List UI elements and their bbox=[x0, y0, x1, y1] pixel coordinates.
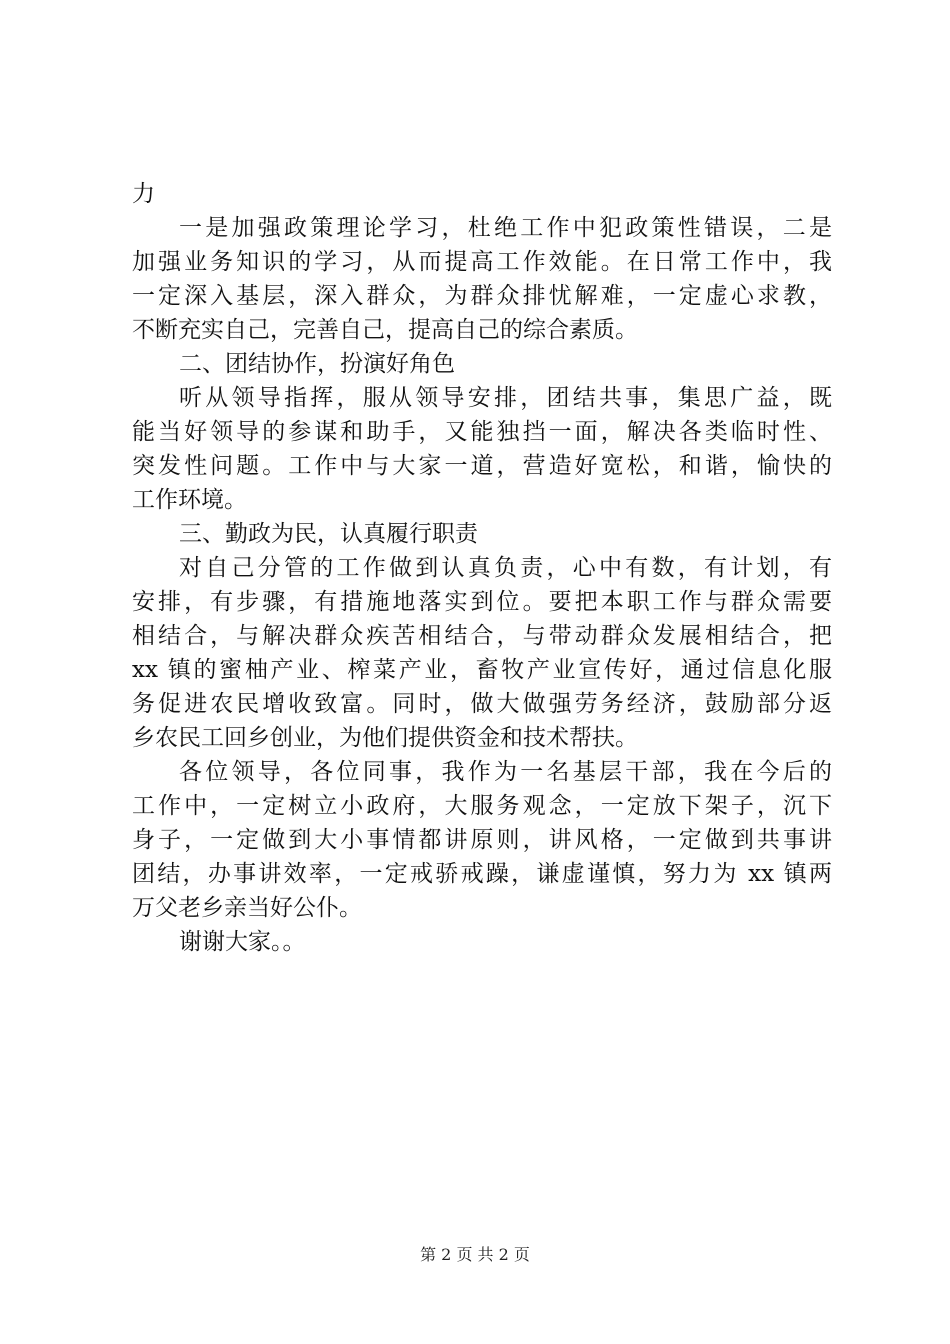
text-line: xx 镇的蜜柚产业、榨菜产业，畜牧产业宣传好，通过信息化服 bbox=[132, 657, 832, 683]
text-line: 对自己分管的工作做到认真负责，心中有数，有计划，有 bbox=[179, 555, 832, 581]
text-line: 一定深入基层，深入群众，为群众排忧解难，一定虚心求教， bbox=[132, 283, 832, 309]
text-line: 各位领导，各位同事，我作为一名基层干部，我在今后的 bbox=[179, 759, 832, 785]
text-line: 能当好领导的参谋和助手，又能独挡一面，解决各类临时性、 bbox=[132, 419, 832, 445]
text-line: 加强业务知识的学习，从而提高工作效能。在日常工作中，我 bbox=[132, 249, 832, 275]
page-number-footer: 第 2 页 共 2 页 bbox=[420, 1245, 530, 1264]
text-line: 听从领导指挥，服从领导安排，团结共事，集思广益，既 bbox=[179, 385, 832, 411]
text-line: 工作中，一定树立小政府，大服务观念，一定放下架子，沉下 bbox=[132, 793, 832, 819]
text-line: 一是加强政策理论学习，杜绝工作中犯政策性错误，二是 bbox=[179, 215, 832, 241]
text-line: 安排，有步骤，有措施地落实到位。要把本职工作与群众需要 bbox=[132, 589, 832, 615]
text-line: 相结合，与解决群众疾苦相结合，与带动群众发展相结合，把 bbox=[132, 623, 832, 649]
text-line: 乡农民工回乡创业，为他们提供资金和技术帮扶。 bbox=[132, 725, 638, 751]
text-line: 力 bbox=[132, 181, 155, 207]
text-line: 万父老乡亲当好公仆。 bbox=[132, 895, 362, 921]
text-line: 突发性问题。工作中与大家一道，营造好宽松，和谐，愉快的 bbox=[132, 453, 832, 479]
text-line: 工作环境。 bbox=[132, 487, 247, 513]
section-heading: 三、勤政为民，认真履行职责 bbox=[179, 521, 478, 547]
text-line: 务促进农民增收致富。同时，做大做强劳务经济，鼓励部分返 bbox=[132, 691, 832, 717]
text-line: 不断充实自己，完善自己，提高自己的综合素质。 bbox=[132, 317, 638, 343]
text-line: 团结，办事讲效率，一定戒骄戒躁，谦虚谨慎，努力为 xx 镇两 bbox=[132, 861, 832, 887]
section-heading: 二、团结协作，扮演好角色 bbox=[179, 351, 455, 377]
text-line: 身子，一定做到大小事情都讲原则，讲风格，一定做到共事讲 bbox=[132, 827, 832, 853]
closing-line: 谢谢大家。。 bbox=[179, 929, 306, 955]
